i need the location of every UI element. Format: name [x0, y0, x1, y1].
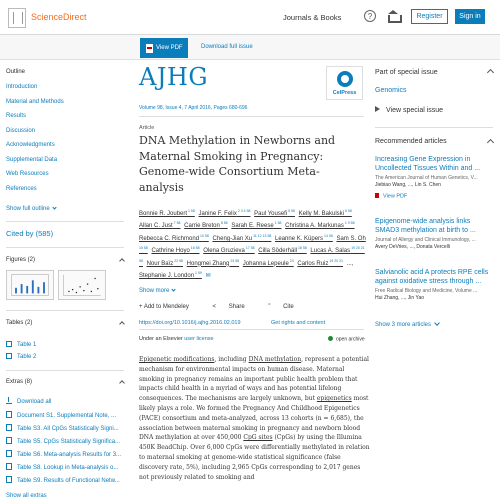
cite-label: Cite	[283, 304, 294, 310]
author-affiliation[interactable]: 1 58	[273, 221, 282, 226]
recommended-article-2[interactable]	[375, 217, 493, 250]
author-name[interactable]: Sam S. Oh $^{15 58}$	[139, 235, 366, 251]
volume-issue-link[interactable]: Volume 98, Issue 4, 7 April 2016, Pages 680-696	[139, 105, 248, 111]
chevron-up-icon[interactable]	[119, 380, 125, 386]
author-affiliation[interactable]: 17 58	[244, 246, 255, 251]
journal-logo[interactable]: AJHG	[139, 63, 209, 91]
divider	[139, 116, 364, 117]
rights-content-link[interactable]: Get rights and content	[271, 320, 326, 326]
author-affiliation[interactable]: 1 59	[194, 271, 202, 276]
glossary-term-link[interactable]: DNA methylation	[248, 356, 302, 363]
author-name[interactable]: Hongmei Zhang $^{23 58}$	[186, 258, 240, 267]
divider	[6, 370, 124, 371]
abstract-text	[139, 355, 371, 482]
recommended-article-1[interactable]	[375, 155, 493, 200]
doi-link[interactable]: https://doi.org/10.1016/j.ajhg.2016.02.019	[139, 320, 241, 326]
view-special-issue-link[interactable]: View special issue	[375, 106, 443, 114]
email-icon[interactable]: ✉	[205, 273, 211, 280]
cellpress-icon	[337, 71, 353, 87]
author-name[interactable]: Bonnie R. Joubert $^{1 58}$	[139, 209, 195, 217]
outline-list	[6, 84, 64, 200]
extra-item-1[interactable]	[6, 411, 116, 419]
author-name[interactable]: Nour Baïz $^{22 58}$	[146, 258, 183, 267]
glossary-term-link[interactable]: epigenetics	[316, 395, 352, 403]
author-affiliation[interactable]: 7 58	[172, 221, 181, 226]
show-more-articles-link[interactable]: Show 3 more articles	[375, 321, 439, 328]
view-pdf-label: View PDF	[156, 45, 183, 51]
extra-item-label: Table S6. Meta-analysis Results for 3...	[17, 452, 122, 458]
rec-source: Free Radical Biology and Medicine, Volume ...	[375, 288, 478, 294]
article-type: Article	[139, 125, 155, 131]
author-name[interactable]: Johanna Lepeule $^{24}$	[242, 258, 294, 267]
show-all-extras-link[interactable]: Show all extras	[6, 493, 47, 499]
table-icon	[6, 341, 12, 347]
divider	[6, 310, 124, 311]
outline-heading: Outline	[6, 69, 26, 75]
divider	[375, 127, 493, 128]
license-prefix: Under an Elsevier	[139, 336, 183, 342]
extra-item-label: Table S8. Lookup in Meta-analysis o...	[17, 465, 119, 471]
spreadsheet-icon	[6, 437, 12, 444]
author-affiliation[interactable]: 14 58	[323, 233, 333, 238]
extra-item-6[interactable]	[6, 476, 120, 484]
glossary-term-link[interactable]: CpG sites	[243, 434, 273, 442]
extra-item-3[interactable]	[6, 437, 120, 445]
figure-2-preview-icon	[59, 271, 105, 299]
spreadsheet-icon	[6, 463, 12, 470]
divider	[139, 329, 364, 330]
article-actions	[139, 304, 316, 310]
rec-title[interactable]: Salvianolic acid A protects RPE cells against oxidative stress through ...	[375, 269, 489, 285]
author-affiliation[interactable]: 10 58	[199, 233, 209, 238]
recommended-article-3[interactable]	[375, 268, 493, 301]
glossary-term-link[interactable]: Epigenetic modifications	[139, 356, 215, 363]
authors-ellipsis: ...,	[346, 260, 354, 267]
download-all-extras-link[interactable]	[6, 397, 51, 405]
outline-item-discussion[interactable]: Discussion	[6, 127, 36, 134]
author-affiliation[interactable]: 22 58	[173, 258, 183, 263]
chevron-up-icon[interactable]	[487, 69, 494, 76]
author-name[interactable]: Paul Yousefi $^{5 58}$	[254, 209, 295, 217]
table-link-1[interactable]	[6, 341, 36, 348]
cited-by-link[interactable]: Cited by (585)	[6, 229, 54, 238]
author-name[interactable]: Olena Gruzieva $^{17 58}$	[203, 246, 255, 255]
figure-thumbnail-2[interactable]	[58, 270, 106, 300]
outline-item-methods[interactable]: Material and Methods	[6, 98, 64, 105]
extra-item-label: Document S1. Supplemental Note, ...	[17, 413, 117, 419]
extra-item-2[interactable]	[6, 424, 119, 432]
abstract-segment: most likely plays a role. We formed the Pregnancy And Childhood Epigenetics (PACE) consortium and meta-analyzed, across 13 cohorts (n = 6,685), the association between maternal smoking in pregnancy and newborn blood DNA methylation at over 450,000	[139, 395, 369, 442]
extra-item-label: Table S3. All CpGs Statistically Signi...	[17, 426, 119, 432]
license-note	[139, 336, 214, 342]
author-affiliation[interactable]: 16 58	[189, 246, 200, 251]
author-affiliation[interactable]: 6 58	[344, 209, 352, 213]
pdf-icon	[146, 44, 153, 53]
author-name[interactable]: Allan C. Just $^{7 58}$	[139, 221, 181, 230]
extra-item-label: Table S9. Results of Functional Netw...	[17, 478, 120, 484]
table-link-label: Table 2	[17, 354, 37, 360]
user-license-link[interactable]: user license	[184, 336, 214, 342]
abstract-segment: , including	[214, 356, 249, 363]
share-icon: <	[212, 304, 217, 310]
journals-books-link[interactable]: Journals & Books	[283, 13, 342, 22]
publisher-name: CelPress	[332, 90, 357, 96]
author-name[interactable]: Cheng-Jian Xu $^{11 12 13 58}$	[212, 233, 272, 242]
rec-source: The American Journal of Human Genetics, V...	[375, 175, 478, 181]
part-of-special-issue-heading: Part of special issue	[375, 69, 438, 76]
author-affiliation[interactable]: 1 9 58	[343, 221, 355, 226]
quote-icon: ”	[268, 304, 271, 310]
share-label: Share	[228, 304, 245, 310]
author-name[interactable]: Christina A. Markunas $^{1 9 58}$	[285, 221, 355, 230]
chevron-down-icon	[52, 205, 56, 209]
outline-item-references[interactable]: References	[6, 185, 37, 192]
special-issue-genomics-link[interactable]: Genomics	[375, 87, 407, 94]
author-name[interactable]: Lucas A. Salas $^{19 20 21 58}$	[139, 246, 365, 263]
rec-authors: Jiebiao Wang, ..., Lin S. Chen	[375, 182, 441, 188]
download-icon	[6, 397, 12, 404]
table-link-2[interactable]	[6, 353, 36, 360]
figure-thumbnail-1[interactable]	[6, 270, 54, 300]
chevron-up-icon[interactable]	[119, 258, 125, 264]
author-name[interactable]: Carlos Ruiz $^{19 20 21}$	[297, 258, 343, 267]
author-affiliation[interactable]: 23 58	[229, 258, 240, 263]
author-name[interactable]: Rebecca C. Richmond $^{10 58}$	[139, 233, 209, 242]
rec-view-pdf-link[interactable]: View PDF	[375, 193, 493, 200]
author-name[interactable]: Cathrine Hoyo $^{16 58}$	[151, 246, 200, 255]
view-pdf-button[interactable]	[140, 38, 188, 58]
author-affiliation[interactable]: 11 12 13 58	[252, 233, 272, 238]
table-link-label: Table 1	[17, 342, 37, 348]
article-title: DNA Methylation in Newborns and Maternal Smoking in Pregnancy: Genome-wide Consortium Meta-analysis	[139, 134, 336, 194]
institution-icon[interactable]	[387, 10, 399, 22]
author-name[interactable]: Stephanie J. London $^{1 59}$	[139, 271, 202, 280]
publisher-logo[interactable]	[326, 66, 363, 100]
sciencedirect-brand[interactable]: ScienceDirect	[31, 12, 87, 22]
help-icon[interactable]: ?	[364, 10, 376, 22]
spreadsheet-icon	[6, 476, 12, 483]
table-icon	[6, 353, 12, 359]
outline-item-supplemental[interactable]: Supplemental Data	[6, 156, 58, 163]
chevron-up-icon[interactable]	[487, 139, 494, 146]
extra-item-4[interactable]	[6, 450, 121, 458]
abstract-segment: (CpGs) by using the Illumina 450K BeadChip. Over 6,000 CpGs were differentially methylated in relation to maternal smoking at genome-wide statistical significance (false discovery rate, 5%), including 2,965 CpGs corresponding to 2,017 genes not previously related to smoking and	[139, 434, 370, 481]
extra-item-5[interactable]	[6, 463, 118, 471]
figures-heading: Figures (2)	[6, 257, 36, 263]
author-name[interactable]: Leanne K. Küpers $^{14 58}$	[275, 233, 333, 242]
spreadsheet-icon	[6, 450, 12, 457]
document-icon	[6, 411, 12, 418]
show-more-authors-link[interactable]	[139, 288, 175, 294]
show-full-outline-label: Show full outline	[6, 206, 50, 212]
rec-title[interactable]: Epigenome-wide analysis links SMAD3 methylation at birth to ...	[375, 218, 476, 234]
author-affiliation[interactable]: 2 3 4 58	[236, 209, 251, 213]
abstract-segment: , represent a potential mechanism for environmental impacts on human disease. Maternal smoking in pregnancy remains an important public health problem that impacts child health in a myriad of ways and has potential lifelong consequences. The mechanisms are largely unknown, but	[139, 356, 369, 403]
author-affiliation[interactable]: 1 58	[187, 209, 195, 213]
author-list	[139, 207, 367, 281]
outline-item-web-resources[interactable]: Web Resources	[6, 171, 49, 177]
author-affiliation[interactable]: 24	[288, 258, 294, 263]
add-to-mendeley-label: Add to Mendeley	[143, 304, 189, 310]
author-affiliation[interactable]: 18 58	[296, 246, 307, 251]
divider	[6, 221, 124, 222]
spreadsheet-icon	[6, 424, 12, 431]
author-affiliation[interactable]: 15 58	[139, 246, 148, 251]
elsevier-logo-icon[interactable]	[8, 8, 26, 28]
register-button[interactable]: Register	[411, 9, 448, 24]
recommended-articles-heading: Recommended articles	[375, 138, 447, 145]
extras-heading: Extras (8)	[6, 379, 33, 385]
rec-authors: Avery DeVries, ..., Donata Vercelli	[375, 244, 451, 250]
author-name[interactable]: Sarah E. Reese $^{1 58}$	[231, 221, 282, 230]
rec-authors: Hui Zhang, ..., Jin Yao	[375, 295, 425, 301]
outline-item-results[interactable]: Results	[6, 113, 27, 119]
author-affiliation[interactable]: 8 58	[219, 221, 228, 226]
divider	[6, 247, 124, 248]
add-to-mendeley-button[interactable]: + Add to Mendeley	[139, 304, 189, 310]
share-button[interactable]	[213, 304, 256, 310]
author-affiliation[interactable]: 5 58	[287, 209, 295, 213]
download-all-label: Download all	[17, 399, 52, 405]
rec-title[interactable]: Increasing Gene Expression in Uncollected Tissues Within and ...	[375, 156, 481, 172]
extra-item-label: Table S5. CpGs Statistically Significa...	[17, 439, 121, 445]
outline-item-introduction[interactable]: Introduction	[6, 84, 38, 90]
author-name[interactable]: Carrie Breton $^{8 58}$	[184, 221, 228, 230]
outline-item-acknowledgments[interactable]: Acknowledgments	[6, 142, 55, 148]
show-full-outline-link[interactable]	[6, 206, 56, 212]
download-full-issue-link[interactable]: Download full issue	[201, 44, 253, 50]
chevron-down-icon	[172, 287, 176, 291]
top-header	[0, 0, 500, 35]
show-more-label: Show more	[139, 288, 170, 294]
open-archive-badge: open archive	[328, 336, 365, 343]
author-affiliation[interactable]: 19 20 21 58	[139, 246, 365, 263]
tables-heading: Tables (2)	[6, 320, 33, 326]
author-affiliation[interactable]: 19 20 21	[328, 258, 343, 263]
chevron-up-icon[interactable]	[119, 321, 125, 327]
rec-source: Journal of Allergy and Clinical Immunology, ...	[375, 237, 476, 243]
cite-button[interactable]	[268, 304, 304, 310]
sign-in-button[interactable]: Sign in	[455, 9, 485, 24]
author-name[interactable]: Janine F. Felix $^{2 3 4 58}$	[198, 209, 251, 217]
author-name[interactable]: Kelly M. Bakulski $^{6 58}$	[298, 209, 352, 217]
author-name[interactable]: Cilla Söderhäll $^{18 58}$	[258, 246, 307, 255]
figure-1-preview-icon	[7, 271, 53, 299]
